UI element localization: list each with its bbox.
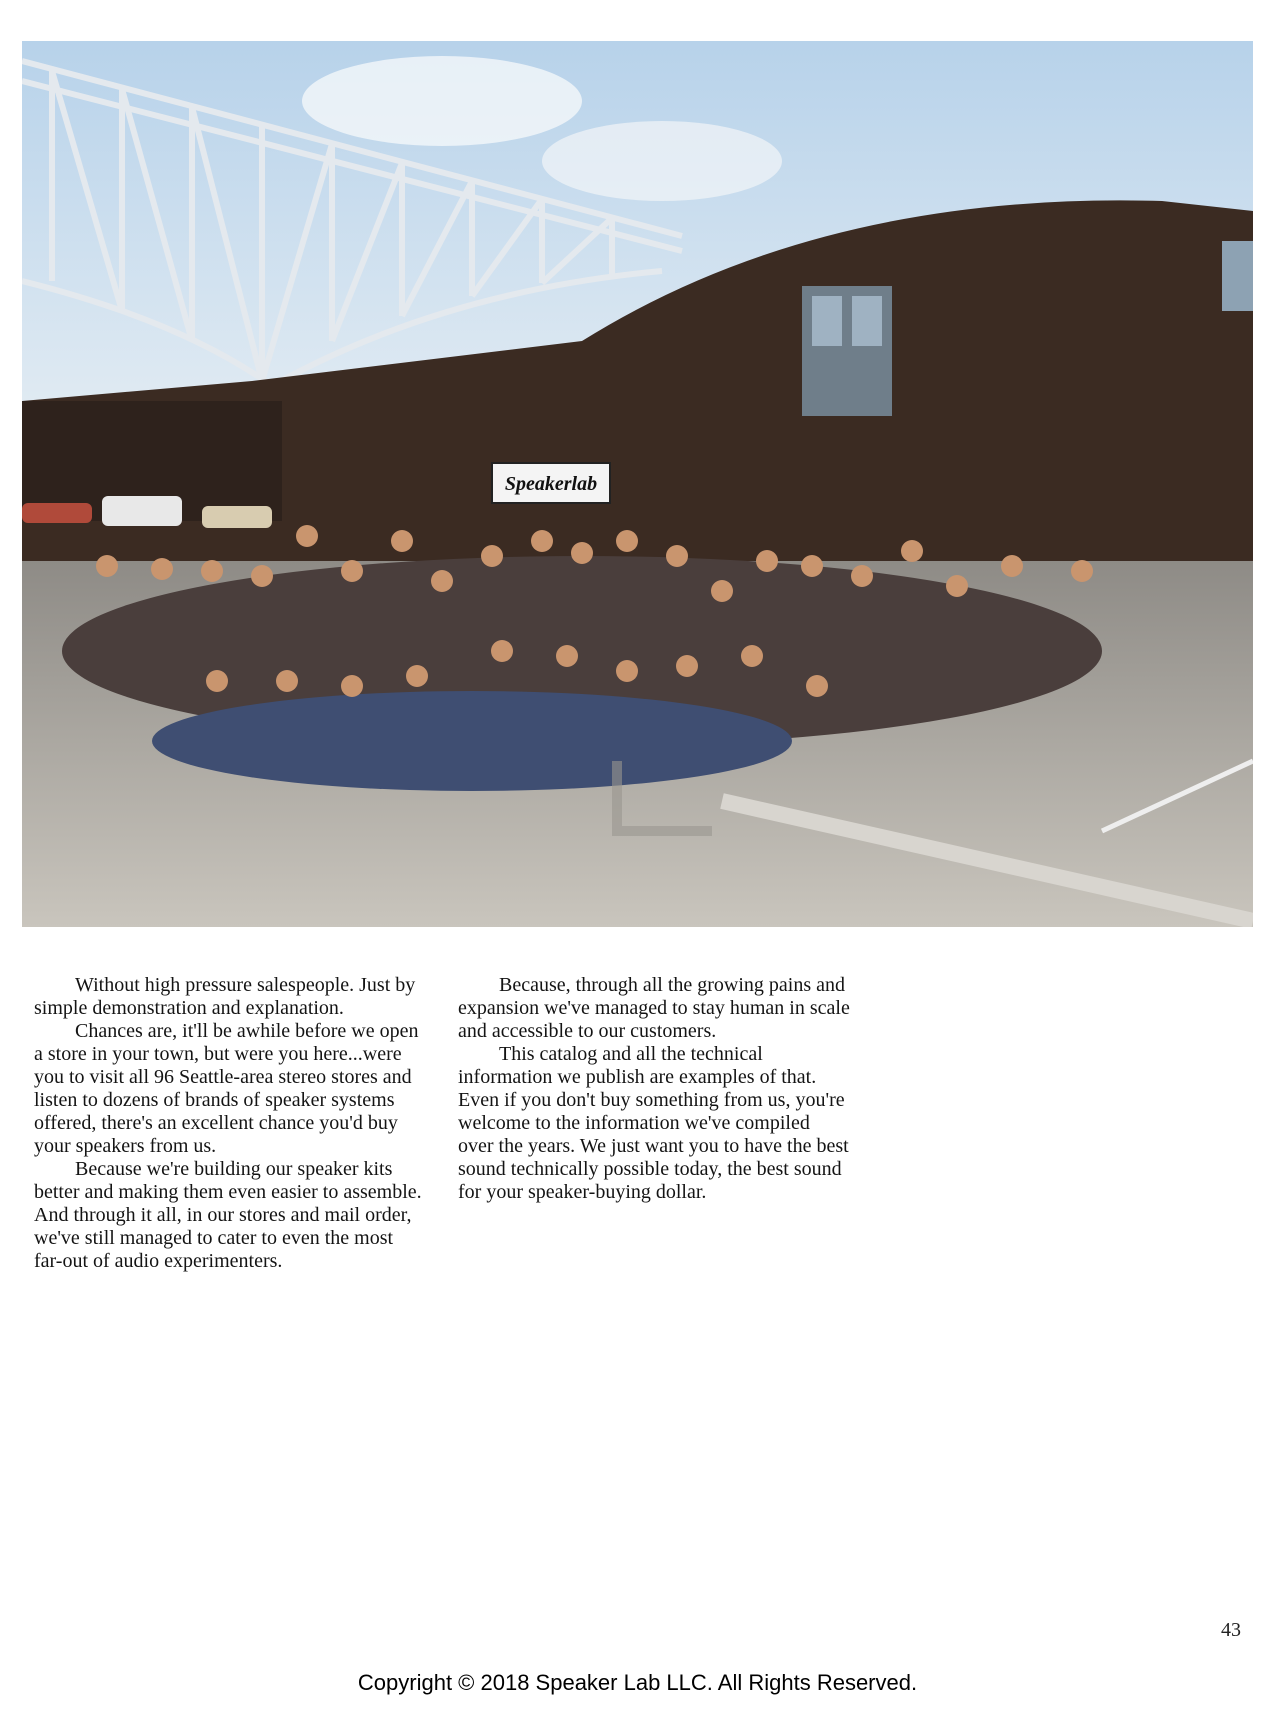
paragraph: Without high pressure salespeople. Just by simple demonstration and explanation. <box>34 974 416 1019</box>
page-number: 43 <box>1221 1619 1241 1641</box>
svg-text:Speakerlab: Speakerlab <box>504 473 598 495</box>
paragraph: This catalog and all the technical information we publish are examples of that. Even if you don't buy something from us, you're welcome to the information we've compiled over the years. We just want you to have the best sound technically possible today, the best sound for your speaker-buying dollar. <box>458 1043 849 1203</box>
right-text-column <box>458 974 850 1204</box>
left-text-column <box>34 974 426 1273</box>
paragraph: Because we're building our speaker kits better and making them even easier to assemble. And through it all, in our stores and mail order, we've still managed to cater to even the most far-out of audio experimenters. <box>34 1158 422 1272</box>
copyright-notice: Copyright © 2018 Speaker Lab LLC. All Rights Reserved. <box>357 1670 918 1695</box>
paragraph: Because, through all the growing pains and expansion we've managed to stay human in scale and accessible to our customers. <box>458 974 850 1042</box>
paragraph: Chances are, it'll be awhile before we open a store in your town, but were you here...were you to visit all 96 Seattle-area stereo stores and listen to dozens of brands of speaker systems offered, there's an excellent chance you'd buy your speakers from us. <box>34 1020 419 1157</box>
staff-group-photo <box>22 41 1253 927</box>
